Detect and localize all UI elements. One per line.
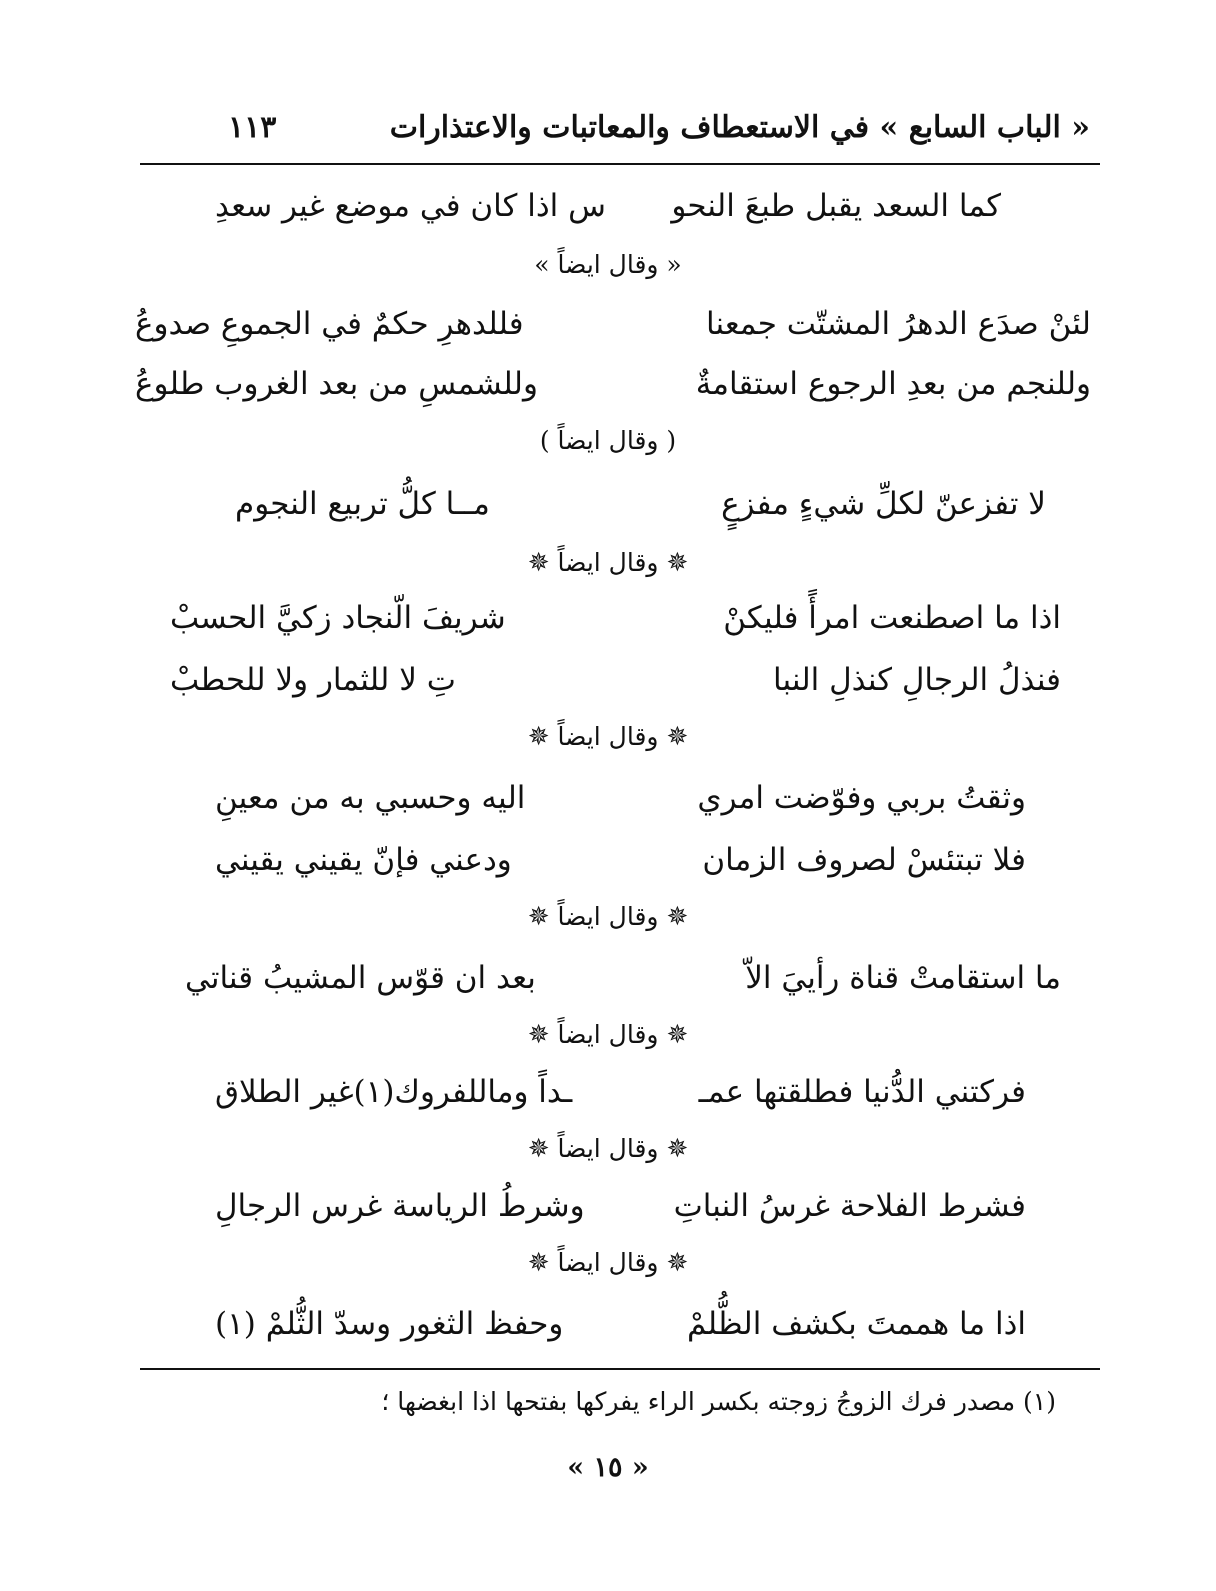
ornament-icon: ✵ [666,1020,689,1050]
poem-heading [0,546,1216,580]
page-number: ١١٣ [228,110,277,145]
verse-hemistich-right: اذا ما اصطنعت امرأً فليكنْ [723,600,1061,636]
folio-number: « ١٥ » [567,1452,649,1483]
ornament-icon: ✵ [527,902,550,932]
verse-hemistich-right: اذا ما هممتَ بكشف الظُّلمْ [686,1306,1026,1342]
verse-hemistich-left: ودعني فإنّ يقيني يقيني [215,842,512,878]
verse-hemistich-right: فنذلُ الرجالِ كنذلِ النبا [773,662,1061,698]
verse-hemistich-left: وللشمسِ من بعد الغروب طلوعُ [135,366,538,402]
verse-hemistich-right: فلا تبتئسْ لصروف الزمان [702,842,1026,878]
poem-heading [0,720,1216,754]
ornament-icon: ✵ [527,1134,550,1164]
verse-hemistich-right: فركتني الدُّنيا فطلقتها عمـ [698,1074,1026,1110]
verse-hemistich-left: تِ لا للثمار ولا للحطبْ [170,662,456,698]
footnote: (١) مصدر فرك الزوجُ زوجته بكسر الراء يفركها بفتحها اذا ابغضها ؛ [381,1387,1056,1416]
verse-hemistich-right: لئنْ صدَع الدهرُ المشتّت جمعنا [706,306,1091,342]
ornament-icon: ✵ [527,548,550,578]
verse-hemistich-left: س اذا كان في موضع غير سعدِ [215,188,606,224]
poem-heading-text: وقال ايضاً [557,548,659,577]
verse-hemistich-left: شريفَ الّنجاد زكيَّ الحسبْ [170,600,506,636]
chapter-title: « الباب السابع » في الاستعطاف والمعاتبات والاعتذارات [389,110,1090,145]
ornament-icon: ✵ [666,548,689,578]
verse-hemistich-right: وللنجم من بعدِ الرجوع استقامةٌ [695,366,1091,402]
poem-heading: ( وقال ايضاً ) [539,426,677,455]
verse-hemistich-right: فشرط الفلاحة غرسُ النباتِ [673,1188,1026,1224]
poem-heading [0,900,1216,934]
verse-hemistich-left: بعد ان قوّس المشيبُ قناتي [185,960,536,996]
poem-heading-text: وقال ايضاً [557,1248,659,1277]
poem-heading: « وقال ايضاً » [534,250,682,279]
ornament-icon: ✵ [666,902,689,932]
poem-heading-text: وقال ايضاً [557,1134,659,1163]
poem-heading-text: وقال ايضاً [557,902,659,931]
verse-hemistich-left: مــا كلُّ تربيع النجوم [235,486,490,522]
verse-hemistich-left: ـداً وماللفروك(١)غير الطلاق [215,1074,573,1110]
poem-heading [0,1018,1216,1052]
page-header [140,100,1100,162]
ornament-icon: ✵ [527,1248,550,1278]
ornament-icon: ✵ [666,1248,689,1278]
header-rule [140,163,1100,165]
verse-hemistich-left: وحفظ الثغور وسدّ الثُّلمْ (١) [215,1306,564,1342]
verse-hemistich-right: كما السعد يقبل طبعَ النحو [671,188,1001,224]
poem-heading [0,1246,1216,1280]
poem-heading-text: وقال ايضاً [557,722,659,751]
verse-hemistich-right: وثقتُ بربي وفوّضت امري [697,780,1026,816]
verse-hemistich-left: فللدهرِ حكمٌ في الجموعِ صدوعُ [135,306,524,342]
ornament-icon: ✵ [527,1020,550,1050]
ornament-icon: ✵ [666,722,689,752]
poem-heading-text: وقال ايضاً [557,1020,659,1049]
verse-hemistich-left: اليه وحسبي به من معينِ [215,780,526,816]
footnote-rule [140,1368,1100,1370]
verse-hemistich-left: وشرطُ الرياسة غرس الرجالِ [215,1188,585,1224]
ornament-icon: ✵ [666,1134,689,1164]
ornament-icon: ✵ [527,722,550,752]
poem-heading [0,1132,1216,1166]
verse-hemistich-right: لا تفزعنّ لكلِّ شيءٍ مفزعٍ [721,486,1046,522]
verse-hemistich-right: ما استقامتْ قناة رأييَ الاّ [745,960,1061,996]
